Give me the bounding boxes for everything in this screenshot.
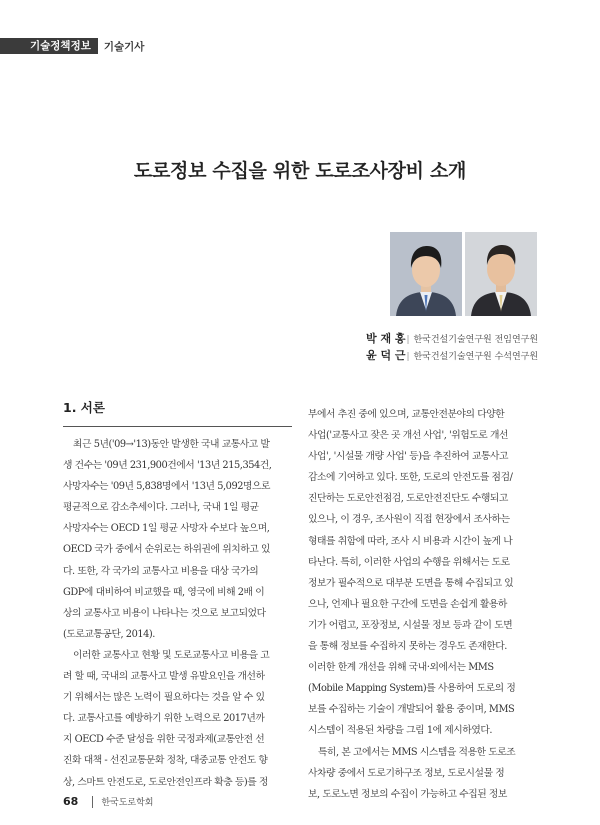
- body-line: 최근 5년('09→'13)동안 발생한 국내 교통사고 발: [73, 439, 270, 450]
- body-line: 기 위해서는 많은 노력이 필요하다는 것을 알 수 있: [63, 692, 265, 704]
- body-line: 이러한 한계 개선을 위해 국내·외에서는 MMS: [308, 662, 494, 674]
- body-line: 보, 도로노면 정보의 수집이 가능하고 수집된 정보: [308, 788, 507, 800]
- body-line: 을 통해 정보를 수집하지 못하는 경우도 존재한다.: [308, 641, 507, 653]
- body-line: 이러한 교통사고 현황 및 도로교통사고 비용을 고: [73, 649, 270, 661]
- author-line: 박 재 홍| 한국건설기술연구원 전임연구원: [366, 332, 539, 345]
- body-line: 상, 스마트 안전도로, 도로안전인프라 확충 등)를 정: [63, 776, 268, 788]
- author-affiliation: 한국건설기술연구원 수석연구원: [413, 352, 539, 362]
- page-footer: [63, 795, 153, 808]
- body-line: 생 건수는 '09년 231,900건에서 '13년 215,354건,: [63, 460, 272, 472]
- author-name: 박 재 홍: [366, 332, 406, 345]
- author-line: 윤 덕 근| 한국건설기술연구원 수석연구원: [366, 349, 539, 362]
- author-photo: [465, 232, 537, 316]
- body-line: GDP에 대비하여 비교했을 때, 영국에 비해 2배 이: [63, 586, 265, 598]
- body-line: 타난다. 특히, 이러한 사업의 수행을 위해서는 도로: [308, 556, 510, 568]
- header-category: 기술정책정보: [0, 38, 98, 54]
- page-number: 68: [63, 795, 79, 808]
- body-line: 시스템이 적용된 차량을 그림 1에 제시하였다.: [308, 725, 493, 737]
- body-line: 형태를 취함에 따라, 조사 시 비용과 시간이 높게 나: [308, 535, 513, 547]
- body-line: 사차량 중에서 도로기하구조 정보, 도로시설물 정: [308, 767, 505, 779]
- body-line: 진화 대책 - 선진교통문화 정착, 대중교통 안전도 향: [63, 755, 268, 767]
- body-line: 지 OECD 수준 달성을 위한 국정과제(교통안전 선: [63, 734, 265, 746]
- body-line: 기가 어렵고, 포장정보, 시설물 정보 등과 같이 도면: [308, 619, 513, 631]
- body-line: 감소에 기여하고 있다. 또한, 도로의 안전도를 점검/: [308, 472, 513, 484]
- body-line: 려 할 때, 국내의 교통사고 발생 유발요인을 개선하: [63, 671, 265, 683]
- body-line: 상의 교통사고 비용이 나타나는 것으로 보고되었다: [63, 607, 266, 619]
- body-line: 보를 수집하는 기술이 개발되어 활용 중이며, MMS: [308, 704, 515, 716]
- body-line: 사업('교통사고 잦은 곳 개선 사업', '위험도로 개선: [308, 430, 509, 442]
- body-line: OECD 국가 중에서 순위로는 하위권에 위치하고 있: [63, 544, 270, 556]
- body-line: (도로교통공단, 2014).: [63, 628, 155, 640]
- left-column: [63, 400, 292, 793]
- body-line: 사업', '시설물 개량 사업' 등)을 추진하여 교통사고: [308, 451, 509, 463]
- section-heading: 1. 서론: [63, 398, 292, 427]
- body-line: 평균적으로 감소추세이다. 그러나, 국내 1일 평균: [63, 502, 259, 514]
- body-line: 사망자수는 '09년 5,838명에서 '13년 5,092명으로: [63, 481, 271, 493]
- body-line: 있으나, 이 경우, 조사원이 직접 현장에서 조사하는: [308, 514, 510, 526]
- author-name: 윤 덕 근: [366, 349, 406, 362]
- body-line: 부에서 추진 중에 있으며, 교통안전분야의 다양한: [308, 409, 505, 420]
- body-line: (Mobile Mapping System)를 사용하여 도로의 정: [308, 683, 516, 695]
- body-line: 사망자수는 OECD 1일 평균 사망자 수보다 높으며,: [63, 523, 270, 535]
- running-header: [0, 38, 144, 54]
- body-line: 특히, 본 고에서는 MMS 시스템을 적용한 도로조: [318, 746, 516, 758]
- header-section: 기술기사: [103, 40, 145, 53]
- body-line: 다. 교통사고를 예방하기 위한 노력으로 2017년까: [63, 713, 265, 725]
- body-line: 으나, 언제나 필요한 구간에 도면을 손쉽게 활용하: [308, 598, 507, 610]
- body-line: 진단하는 도로안전점검, 도로안전진단도 수행되고: [308, 493, 508, 505]
- body-line: 정보가 필수적으로 대부분 도면을 통해 수집되고 있: [308, 577, 514, 589]
- footer-divider: [92, 796, 93, 808]
- author-affiliation: 한국건설기술연구원 전임연구원: [413, 335, 539, 345]
- article-title: 도로정보 수집을 위한 도로조사장비 소개: [133, 160, 467, 182]
- right-column: [308, 404, 537, 805]
- society-name: 한국도로학회: [101, 798, 154, 808]
- author-photo: [390, 232, 462, 316]
- body-line: 다. 또한, 각 국가의 교통사고 비용을 대상 국가의: [63, 565, 259, 577]
